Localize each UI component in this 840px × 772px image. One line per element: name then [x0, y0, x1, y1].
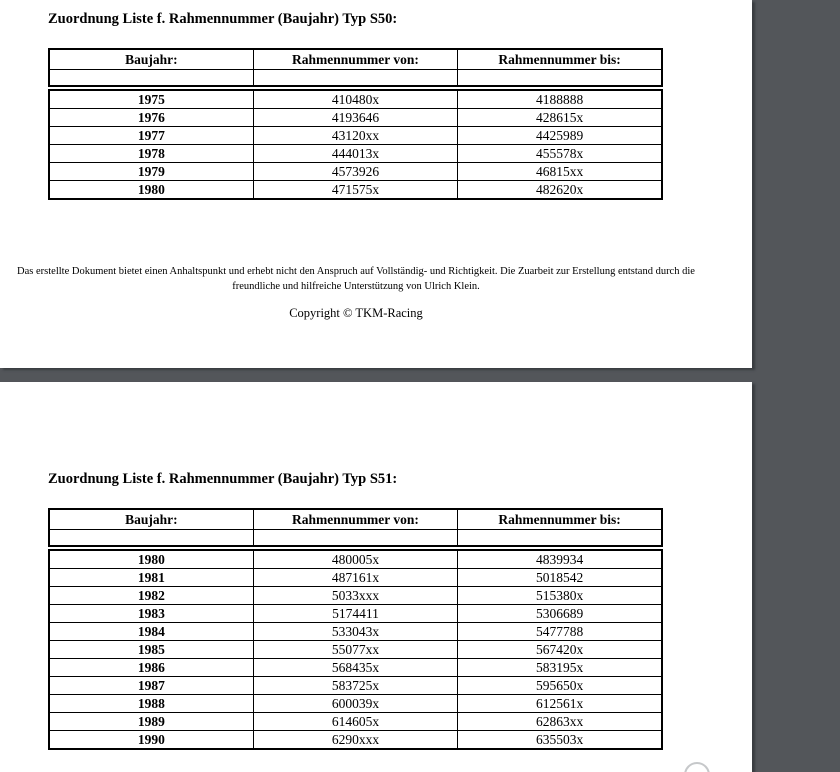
frame-number-from-cell: 5033xxx: [253, 587, 457, 605]
frame-number-to-cell: 4188888: [458, 90, 662, 109]
year-cell: 1980: [49, 550, 253, 569]
spacer-cell: [458, 530, 662, 547]
table-row: [49, 109, 662, 127]
table-row: [49, 623, 662, 641]
spacer-cell: [253, 530, 457, 547]
disclaimer-text: Das erstellte Dokument bietet einen Anhaltspunkt und erhebt nicht den Anspruch auf Vollständig- und Richtigkeit. Die Zuarbeit zur Erstellung entstand durch die freundliche und hilfreiche Unterstützung von Ulrich Klein.: [17, 266, 695, 292]
frame-number-from-cell: 43120xx: [253, 127, 457, 145]
floating-action-button[interactable]: [684, 762, 710, 772]
page2-title: Zuordnung Liste f. Rahmennummer (Baujahr) Typ S51:: [48, 471, 398, 487]
table-row: [49, 550, 662, 569]
page1-title: Zuordnung Liste f. Rahmennummer (Baujahr) Typ S50:: [48, 11, 398, 27]
frame-number-to-cell: 4425989: [458, 127, 662, 145]
frame-number-to-cell: 567420x: [458, 641, 662, 659]
year-cell: 1988: [49, 695, 253, 713]
frame-number-from-cell: 55077xx: [253, 641, 457, 659]
frame-number-from-cell: 583725x: [253, 677, 457, 695]
table-row: [49, 181, 662, 200]
table-row: [49, 731, 662, 750]
frame-number-from-cell: 444013x: [253, 145, 457, 163]
table-row: [49, 605, 662, 623]
table-row: [49, 145, 662, 163]
frame-number-from-cell: 568435x: [253, 659, 457, 677]
frame-number-to-cell: 4839934: [458, 550, 662, 569]
frame-number-to-cell: 595650x: [458, 677, 662, 695]
frame-number-from-cell: 410480x: [253, 90, 457, 109]
table-row: [49, 713, 662, 731]
table-row: [49, 163, 662, 181]
document-page-2: [0, 382, 752, 772]
frame-number-to-cell: 5306689: [458, 605, 662, 623]
year-cell: 1981: [49, 569, 253, 587]
header-cell: Rahmennummer bis:: [458, 509, 662, 530]
frame-number-from-cell: 600039x: [253, 695, 457, 713]
frame-number-from-cell: 471575x: [253, 181, 457, 200]
table-row: [49, 659, 662, 677]
frame-number-to-cell: 583195x: [458, 659, 662, 677]
table-row: [49, 127, 662, 145]
frame-number-to-cell: 515380x: [458, 587, 662, 605]
header-row: [49, 509, 662, 530]
frame-number-to-cell: 635503x: [458, 731, 662, 750]
frame-number-from-cell: 487161x: [253, 569, 457, 587]
table-row: [49, 695, 662, 713]
spacer-cell: [253, 70, 457, 87]
year-cell: 1975: [49, 90, 253, 109]
table-row: [49, 677, 662, 695]
table-row: [49, 641, 662, 659]
frame-number-to-cell: 5477788: [458, 623, 662, 641]
year-cell: 1985: [49, 641, 253, 659]
year-cell: 1989: [49, 713, 253, 731]
header-cell: Rahmennummer bis:: [458, 49, 662, 70]
frame-number-from-cell: 6290xxx: [253, 731, 457, 750]
frame-number-from-cell: 533043x: [253, 623, 457, 641]
year-cell: 1984: [49, 623, 253, 641]
spacer-cell: [49, 530, 253, 547]
year-cell: 1978: [49, 145, 253, 163]
spacer-row: [49, 530, 662, 547]
table-header: [48, 48, 663, 87]
frame-number-from-cell: 4573926: [253, 163, 457, 181]
year-cell: 1979: [49, 163, 253, 181]
frame-number-table-s50: [48, 48, 663, 200]
document-page-1: [0, 0, 752, 368]
year-cell: 1977: [49, 127, 253, 145]
year-cell: 1982: [49, 587, 253, 605]
header-row: [49, 49, 662, 70]
frame-number-from-cell: 614605x: [253, 713, 457, 731]
header-cell: Baujahr:: [49, 509, 253, 530]
frame-number-to-cell: 612561x: [458, 695, 662, 713]
table-row: [49, 90, 662, 109]
frame-number-to-cell: 428615x: [458, 109, 662, 127]
spacer-cell: [458, 70, 662, 87]
frame-number-to-cell: 455578x: [458, 145, 662, 163]
year-cell: 1976: [49, 109, 253, 127]
table-body: [48, 549, 663, 750]
header-cell: Baujahr:: [49, 49, 253, 70]
frame-number-to-cell: 5018542: [458, 569, 662, 587]
table-row: [49, 569, 662, 587]
header-cell: Rahmennummer von:: [253, 509, 457, 530]
table-header: [48, 508, 663, 547]
frame-number-from-cell: 4193646: [253, 109, 457, 127]
table-body: [48, 89, 663, 200]
year-cell: 1986: [49, 659, 253, 677]
year-cell: 1980: [49, 181, 253, 200]
table-row: [49, 587, 662, 605]
year-cell: 1987: [49, 677, 253, 695]
frame-number-from-cell: 480005x: [253, 550, 457, 569]
copyright-text: Copyright © TKM-Racing: [289, 306, 423, 320]
header-cell: Rahmennummer von:: [253, 49, 457, 70]
frame-number-to-cell: 46815xx: [458, 163, 662, 181]
year-cell: 1983: [49, 605, 253, 623]
frame-number-from-cell: 5174411: [253, 605, 457, 623]
year-cell: 1990: [49, 731, 253, 750]
frame-number-to-cell: 482620x: [458, 181, 662, 200]
frame-number-table-s51: [48, 508, 663, 750]
spacer-row: [49, 70, 662, 87]
spacer-cell: [49, 70, 253, 87]
frame-number-to-cell: 62863xx: [458, 713, 662, 731]
